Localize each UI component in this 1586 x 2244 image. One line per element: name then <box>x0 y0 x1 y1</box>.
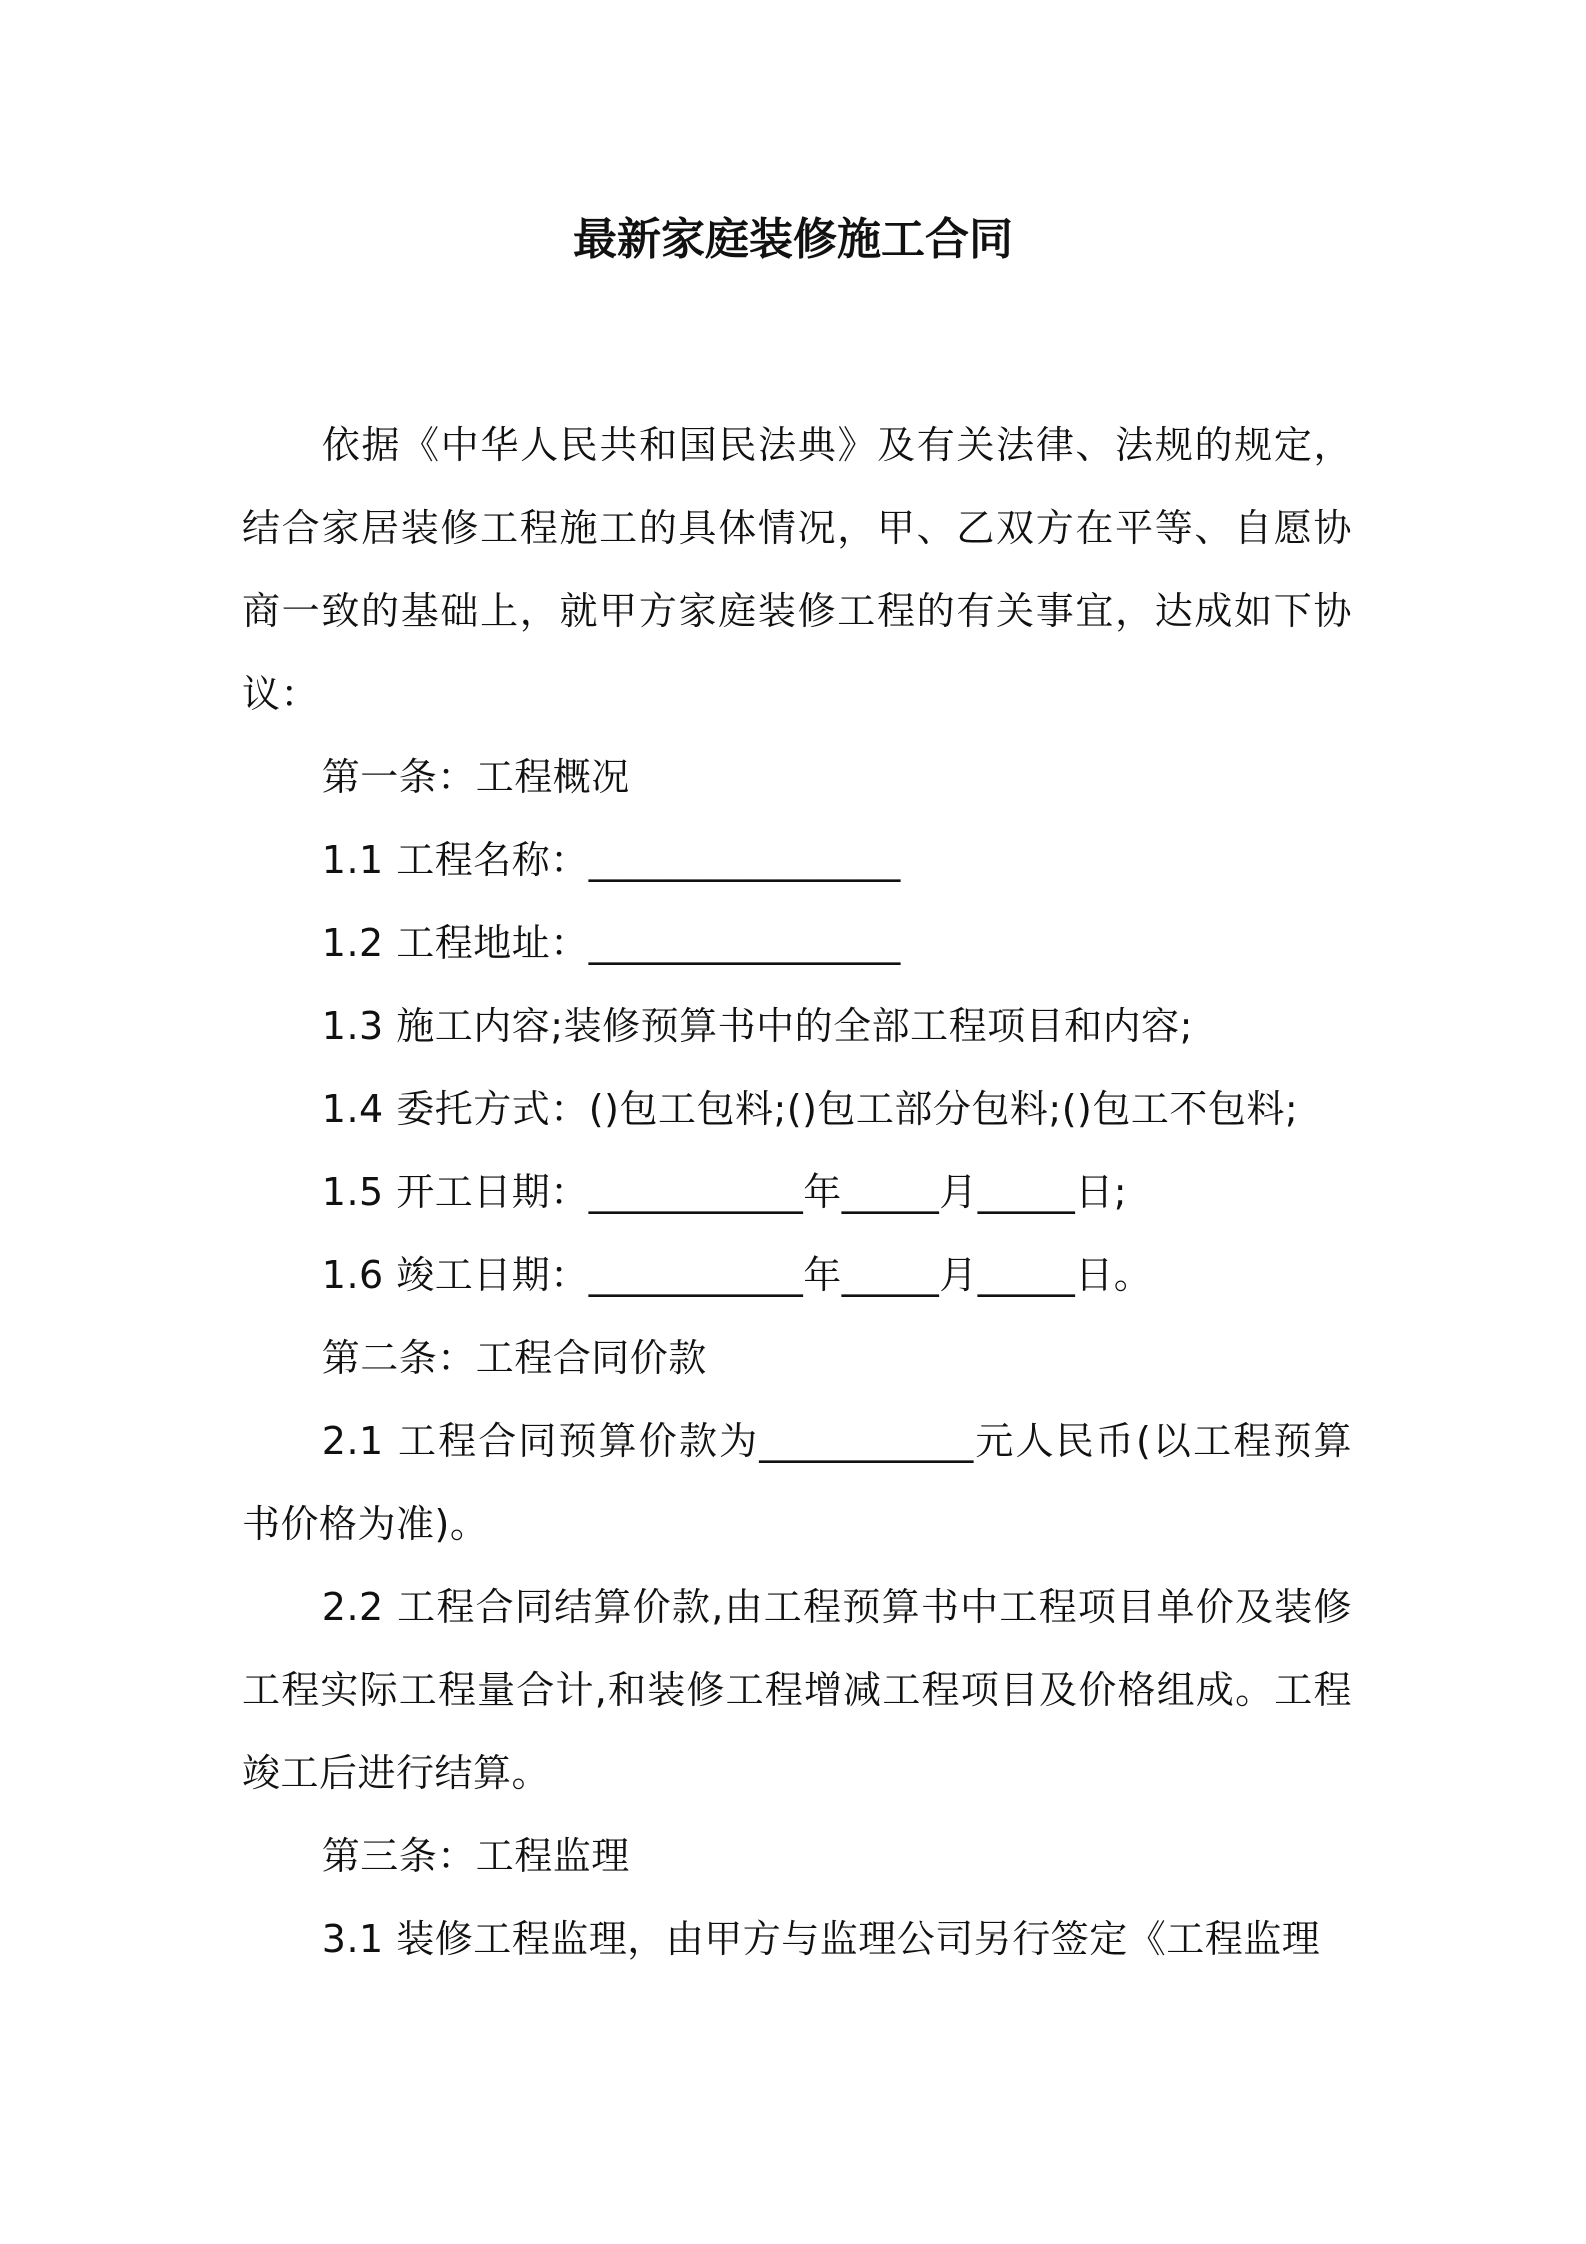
document-body <box>242 404 1352 1981</box>
article-1-heading: 第一条：工程概况 <box>321 755 630 799</box>
clause-1-2: 1.2 工程地址：________________ <box>321 921 901 965</box>
preamble-paragraph: 依据《中华人民共和国民法典》及有关法律、法规的规定，结合家居装修工程施工的具体情况，甲、乙双方在平等、自愿协商一致的基础上，就甲方家庭装修工程的有关事宜，达成如下协议： <box>242 423 1352 716</box>
document-title: 最新家庭装修施工合同 <box>573 214 1013 265</box>
clause-2-1: 2.1 工程合同预算价款为___________元人民币(以工程预算书价格为准)。 <box>242 1419 1352 1546</box>
clause-1-1: 1.1 工程名称：________________ <box>321 838 901 882</box>
clause-1-6: 1.6 竣工日期：___________年_____月_____日。 <box>321 1253 1153 1297</box>
clause-1-5: 1.5 开工日期：___________年_____月_____日; <box>321 1170 1128 1214</box>
clause-3-1: 3.1 装修工程监理，由甲方与监理公司另行签定《工程监理 <box>321 1917 1321 1961</box>
clause-1-4: 1.4 委托方式：()包工包料;()包工部分包料;()包工不包料; <box>321 1087 1299 1131</box>
article-2-heading: 第二条：工程合同价款 <box>321 1336 707 1380</box>
clause-2-2: 2.2 工程合同结算价款,由工程预算书中工程项目单价及装修工程实际工程量合计,和装修工程增减工程项目及价格组成。工程竣工后进行结算。 <box>242 1585 1352 1795</box>
article-3-heading: 第三条：工程监理 <box>321 1834 630 1878</box>
clause-1-3: 1.3 施工内容;装修预算书中的全部工程项目和内容; <box>321 1004 1193 1048</box>
